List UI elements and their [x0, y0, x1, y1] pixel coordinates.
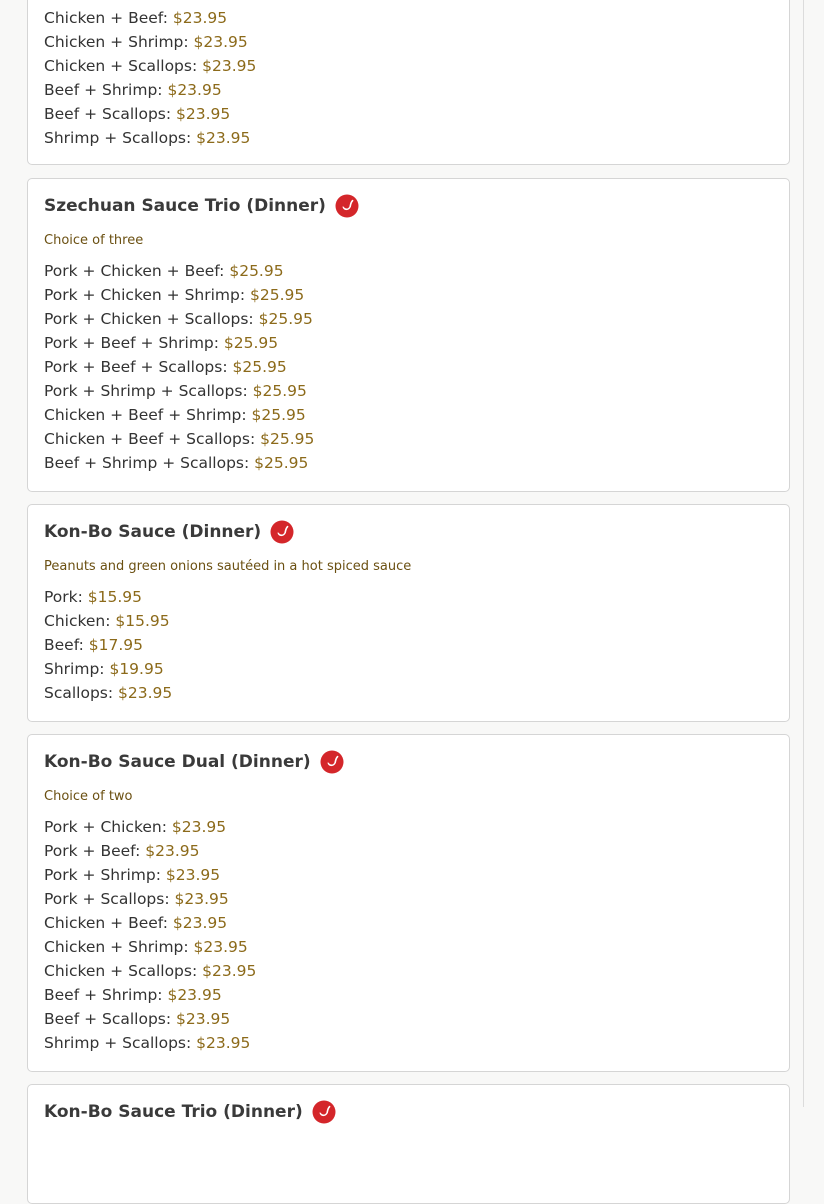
item-price: $23.95 [193, 938, 248, 956]
item-price: $23.95 [165, 866, 221, 884]
item-name: Pork + Beef: [44, 842, 141, 860]
item-name: Chicken + Scallops: [44, 57, 198, 75]
menu-item-list [44, 259, 314, 475]
item-name: Beef + Shrimp: [44, 81, 163, 99]
item-name: Shrimp + Scallops: [44, 1034, 192, 1052]
item-price: $23.95 [174, 890, 229, 908]
card-title-text: Szechuan Sauce Trio (Dinner) [44, 196, 326, 216]
menu-item-list [44, 815, 256, 1055]
item-name: Pork + Beef + Shrimp: [44, 334, 219, 352]
card-title [44, 749, 344, 775]
item-name: Pork + Shrimp: [44, 866, 161, 884]
menu-item[interactable] [44, 307, 314, 331]
item-name: Pork + Chicken + Scallops: [44, 310, 254, 328]
item-name: Beef + Scallops: [44, 105, 172, 123]
menu-item[interactable] [44, 259, 314, 283]
item-price: $15.95 [115, 612, 170, 630]
item-name: Pork + Shrimp + Scallops: [44, 382, 248, 400]
menu-item[interactable] [44, 1031, 256, 1055]
item-price: $25.95 [251, 406, 306, 424]
card-title-text: Kon-Bo Sauce Dual (Dinner) [44, 752, 311, 772]
item-price: $23.95 [167, 81, 222, 99]
menu-item[interactable] [44, 6, 256, 30]
menu-item[interactable] [44, 911, 256, 935]
item-price: $19.95 [109, 660, 164, 678]
item-name: Pork + Chicken: [44, 818, 167, 836]
menu-item[interactable] [44, 283, 314, 307]
item-price: $23.95 [193, 33, 248, 51]
card-title [44, 519, 294, 545]
menu-item[interactable] [44, 887, 256, 911]
item-name: Chicken + Shrimp: [44, 33, 189, 51]
item-name: Beef + Shrimp: [44, 986, 163, 1004]
chili-pepper-icon [312, 1100, 336, 1124]
menu-item[interactable] [44, 1007, 256, 1031]
item-name: Chicken + Scallops: [44, 962, 198, 980]
item-name: Beef + Shrimp + Scallops: [44, 454, 250, 472]
card-title-text: Kon-Bo Sauce (Dinner) [44, 522, 262, 542]
menu-item[interactable] [44, 331, 314, 355]
scroll-rail [803, 0, 804, 1107]
menu-item-list [44, 585, 172, 705]
item-name: Pork + Chicken + Beef: [44, 262, 225, 280]
item-name: Pork + Scallops: [44, 890, 170, 908]
item-price: $15.95 [87, 588, 143, 606]
menu-item[interactable] [44, 585, 172, 609]
item-price: $23.95 [176, 1010, 231, 1028]
item-price: $23.95 [196, 1034, 251, 1052]
card-title [44, 1099, 336, 1125]
item-name: Pork: [44, 588, 83, 606]
menu-item[interactable] [44, 78, 256, 102]
menu-item[interactable] [44, 451, 314, 475]
item-price: $25.95 [223, 334, 279, 352]
item-price: $23.95 [118, 684, 173, 702]
item-price: $25.95 [232, 358, 287, 376]
item-price: $25.95 [254, 454, 309, 472]
item-price: $23.95 [171, 818, 227, 836]
item-price: $23.95 [167, 986, 222, 1004]
item-price: $25.95 [260, 430, 315, 448]
card-title-text: Kon-Bo Sauce Trio (Dinner) [44, 1102, 303, 1122]
item-price: $23.95 [172, 9, 228, 27]
menu-item[interactable] [44, 815, 256, 839]
chili-pepper-icon [270, 520, 294, 544]
item-name: Chicken + Beef: [44, 914, 168, 932]
menu-item-list [44, 6, 256, 150]
menu-item[interactable] [44, 681, 172, 705]
item-price: $23.95 [172, 914, 228, 932]
card-description: Choice of two [44, 789, 133, 804]
item-name: Chicken + Beef: [44, 9, 168, 27]
item-name: Shrimp + Scallops: [44, 129, 192, 147]
menu-item[interactable] [44, 427, 314, 451]
item-name: Shrimp: [44, 660, 105, 678]
item-name: Pork + Chicken + Shrimp: [44, 286, 246, 304]
menu-item[interactable] [44, 30, 256, 54]
card-description: Peanuts and green onions sautéed in a hot spiced sauce [44, 559, 412, 574]
item-price: $23.95 [202, 57, 257, 75]
menu-item[interactable] [44, 863, 256, 887]
menu-card-kon-bo [27, 504, 790, 722]
item-name: Beef + Scallops: [44, 1010, 172, 1028]
menu-item[interactable] [44, 633, 172, 657]
menu-item[interactable] [44, 935, 256, 959]
menu-item[interactable] [44, 609, 172, 633]
menu-item[interactable] [44, 959, 256, 983]
menu-card-kon-bo-trio [27, 1084, 790, 1204]
menu-item[interactable] [44, 355, 314, 379]
chili-pepper-icon [335, 194, 359, 218]
item-name: Scallops: [44, 684, 114, 702]
menu-item[interactable] [44, 983, 256, 1007]
item-price: $23.95 [176, 105, 231, 123]
item-price: $17.95 [88, 636, 144, 654]
item-name: Pork + Beef + Scallops: [44, 358, 228, 376]
item-price: $23.95 [145, 842, 200, 860]
menu-item[interactable] [44, 657, 172, 681]
menu-item[interactable] [44, 54, 256, 78]
card-title [44, 193, 359, 219]
menu-card-kon-bo-dual [27, 734, 790, 1072]
item-price: $25.95 [229, 262, 284, 280]
chili-pepper-icon [320, 750, 344, 774]
item-name: Chicken + Beef + Scallops: [44, 430, 256, 448]
menu-item[interactable] [44, 839, 256, 863]
menu-item[interactable] [44, 126, 256, 150]
item-name: Beef: [44, 636, 84, 654]
item-name: Chicken: [44, 612, 111, 630]
menu-item[interactable] [44, 102, 256, 126]
menu-card-dual-partial [27, 0, 790, 165]
item-price: $25.95 [258, 310, 313, 328]
menu-card-szechuan-trio [27, 178, 790, 492]
item-price: $23.95 [202, 962, 257, 980]
item-price: $25.95 [252, 382, 307, 400]
menu-item[interactable] [44, 403, 314, 427]
item-name: Chicken + Shrimp: [44, 938, 189, 956]
item-price: $25.95 [250, 286, 305, 304]
item-name: Chicken + Beef + Shrimp: [44, 406, 247, 424]
menu-item[interactable] [44, 379, 314, 403]
item-price: $23.95 [196, 129, 251, 147]
card-description: Choice of three [44, 233, 144, 248]
